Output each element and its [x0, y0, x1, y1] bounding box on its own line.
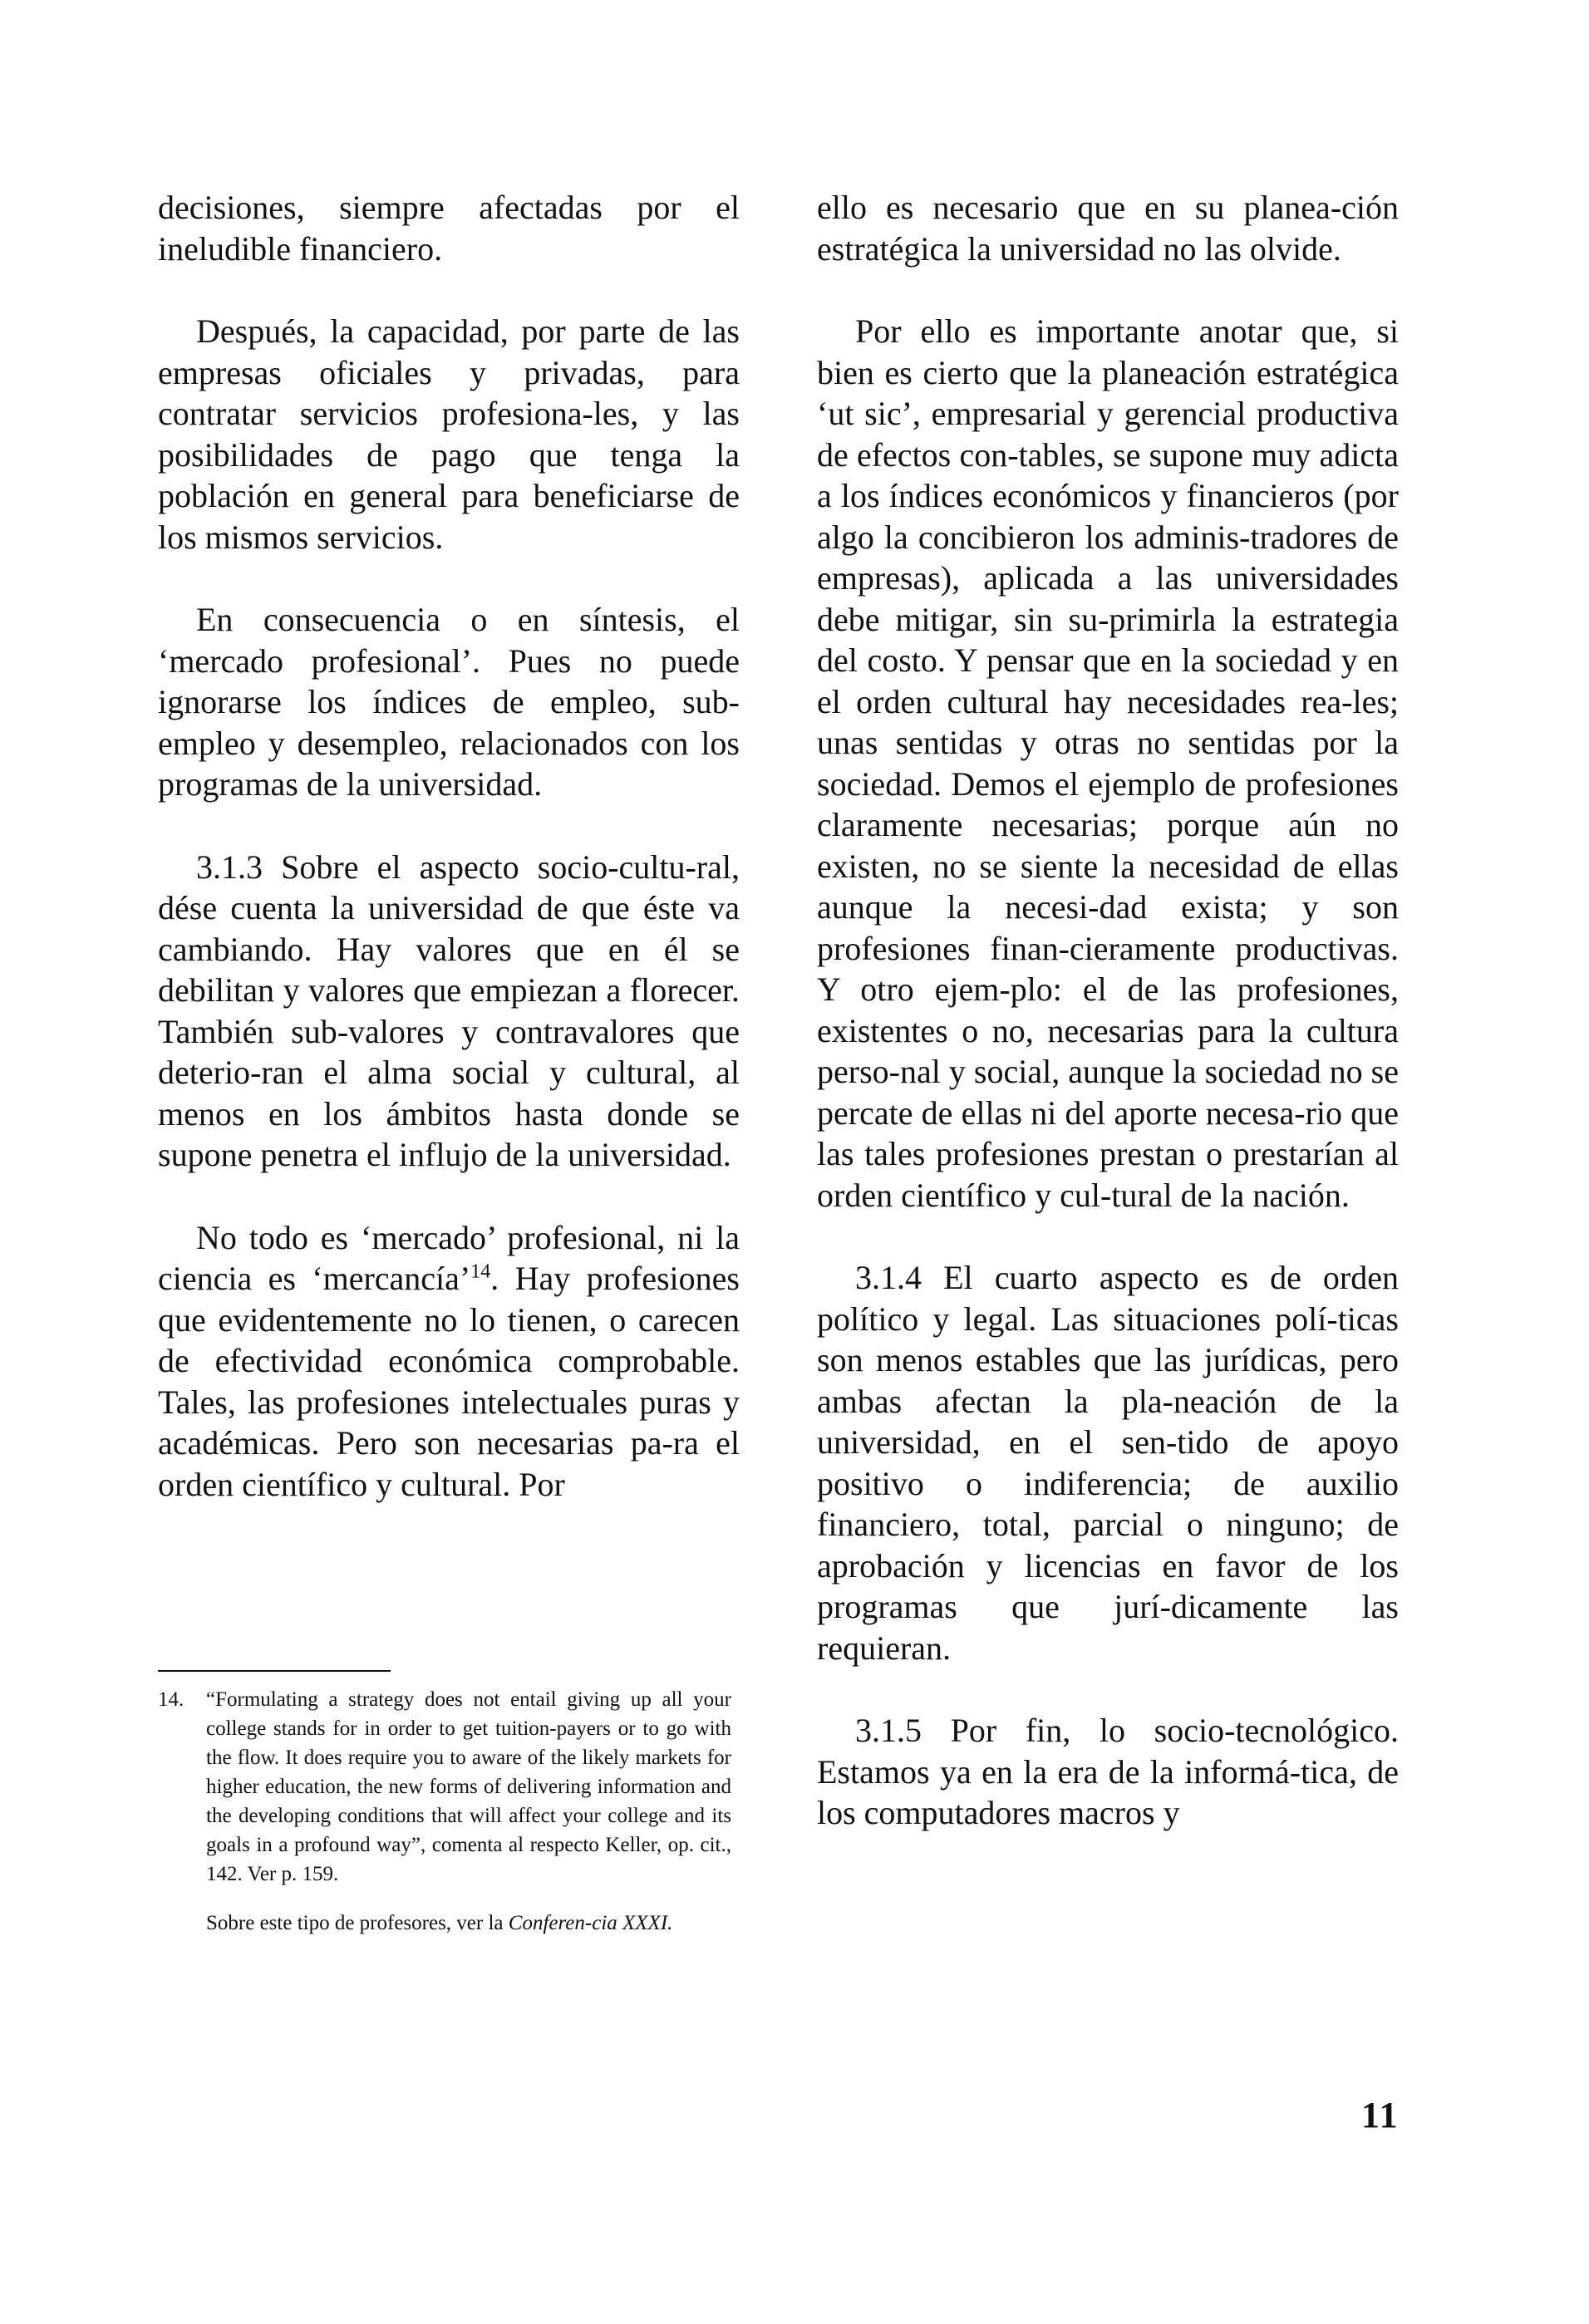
left-paragraph-4: 3.1.3 Sobre el aspecto socio-cultu-ral, dése cuenta la universidad de que éste va cambiando. Hay valores que en él se debilitan y valores que empiezan a florecer. También sub-valores y contravalores que deterio-ran el alma social y cultural, al menos en los ámbitos hasta donde se supone penetra el influjo de la universidad.	[158, 848, 740, 1173]
page-number: 11	[1361, 2095, 1400, 2135]
footnote-text: “Formulating a strategy does not entail giving up all your college stands for in order to get tuition-payers or to go with the flow. It does require you to aware of the likely markets for higher education, the new forms of delivering information and the developing conditions that will affect your college and its goals in a profound way”, comenta al respecto Keller, op. cit., 142. Ver p. 159.	[206, 1688, 731, 1885]
footnote-number: 14.	[158, 1688, 184, 1711]
left-paragraph-2: Después, la capacidad, por parte de las empresas oficiales y privadas, para contratar servicios profesiona-les, y las posibilidades de pago que tenga la población en general para beneficiarse de los mismos servicios.	[158, 312, 740, 556]
right-paragraph-2: Por ello es importante anotar que, si bien es cierto que la planeación estratégica ‘ut sic’, empresarial y gerencial productiva de efectos con-tables, se supone muy adicta a los índices económicos y financieros (por algo la concibieron los adminis-tradores de empresas), aplicada a las universidades debe mitigar, sin su-primirla la estrategia del costo. Y pensar que en la sociedad y en el orden cultural hay necesidades rea-les; unas sentidas y otras no sentidas por la sociedad. Demos el ejemplo de profesiones claramente necesarias; porque aún no existen, no se siente la necesidad de ellas aunque la necesi-dad exista; y son profesiones finan-cieramente productivas. Y otro ejem-plo: el de las profesiones, existentes o no, necesarias para la cultura perso-nal y social, aunque la sociedad no se percate de ellas ni del aporte necesa-rio que las tales profesiones prestan o prestarían al orden científico y cul-tural de la nación.	[817, 312, 1399, 1214]
right-paragraph-1: ello es necesario que en su planea-ción estratégica la universidad no las olvide.	[817, 189, 1399, 268]
right-paragraph-3: 3.1.4 El cuarto aspecto es de orden político y legal. Las situaciones polí-ticas son menos estables que las jurídicas, pero ambas afectan la pla-neación de la universidad, en el sen-tido de apoyo positivo o indiferencia; de auxilio financiero, total, parcial o ninguno; de aprobación y licencias en favor de los programas que jurí-dicamente las requieran.	[817, 1259, 1399, 1667]
left-paragraph-5-start: No todo es ‘mercado’ profesional, ni la ciencia es ‘mercancía’	[158, 1218, 740, 1297]
right-column	[817, 187, 1399, 1875]
footnote-continuation-text: Sobre este tipo de profesores, ver la	[206, 1912, 509, 1934]
right-paragraph-4: 3.1.5 Por fin, lo socio-tecnológico. Estamos ya en la era de la informá-tica, de los computadores macros y	[817, 1712, 1399, 1831]
footnotes-section	[158, 1670, 731, 1938]
footnote-continuation	[206, 1909, 731, 1938]
left-column	[158, 187, 740, 1546]
footnote-reference-14: 14	[470, 1260, 491, 1283]
footnote-divider	[158, 1670, 391, 1672]
footnote-continuation-reference: Conferen-cia XXXI.	[508, 1912, 673, 1934]
footnote-14	[158, 1685, 731, 1889]
left-paragraph-3: En consecuencia o en síntesis, el ‘mercado profesional’. Pues no puede ignorarse los índices de empleo, sub-empleo y desempleo, relacionados con los programas de la universidad.	[158, 601, 740, 803]
left-paragraph-5-end: . Hay profesiones que evidentemente no lo tienen, o carecen de efectividad económica comprobable. Tales, las profesiones intelectuales puras y académicas. Pero son necesarias pa-ra el orden científico y cultural. Por	[158, 1260, 740, 1503]
left-paragraph-5	[158, 1217, 740, 1506]
left-paragraph-1: decisiones, siempre afectadas por el ineludible financiero.	[158, 189, 740, 268]
